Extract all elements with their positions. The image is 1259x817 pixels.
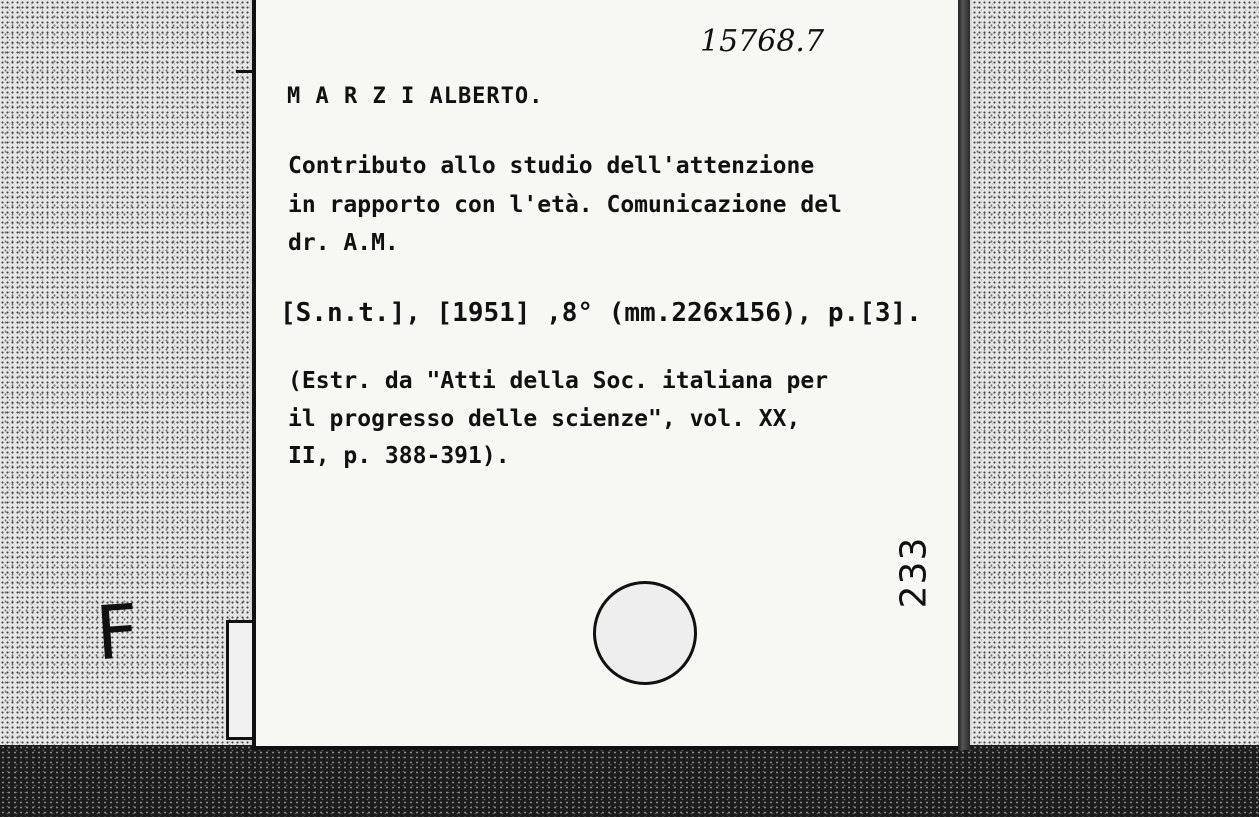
note-line: il progresso delle scienze", vol. XX, <box>288 406 801 432</box>
author-heading: M A R Z I ALBERTO. <box>287 84 544 109</box>
title-line: in rapporto con l'età. Comunicazione del <box>288 192 842 218</box>
title-line: dr. A.M. <box>288 230 399 256</box>
card-drawer-base <box>0 745 1259 817</box>
shelf-number: 233 <box>893 536 935 609</box>
accession-number: 15768.7 <box>700 24 825 59</box>
punch-hole <box>593 581 697 685</box>
card-edge-shadow <box>958 0 970 750</box>
drawer-tab <box>226 620 254 740</box>
title-line: Contributo allo studio dell'attenzione <box>288 153 815 179</box>
note-line: II, p. 388-391). <box>288 443 510 469</box>
drawer-letter: F <box>93 588 142 678</box>
imprint-line: [S.n.t.], [1951] ,8° (mm.226x156), p.[3]. <box>280 298 922 328</box>
adjacent-card-right <box>972 0 1259 745</box>
note-line: (Estr. da "Atti della Soc. italiana per <box>288 368 829 394</box>
